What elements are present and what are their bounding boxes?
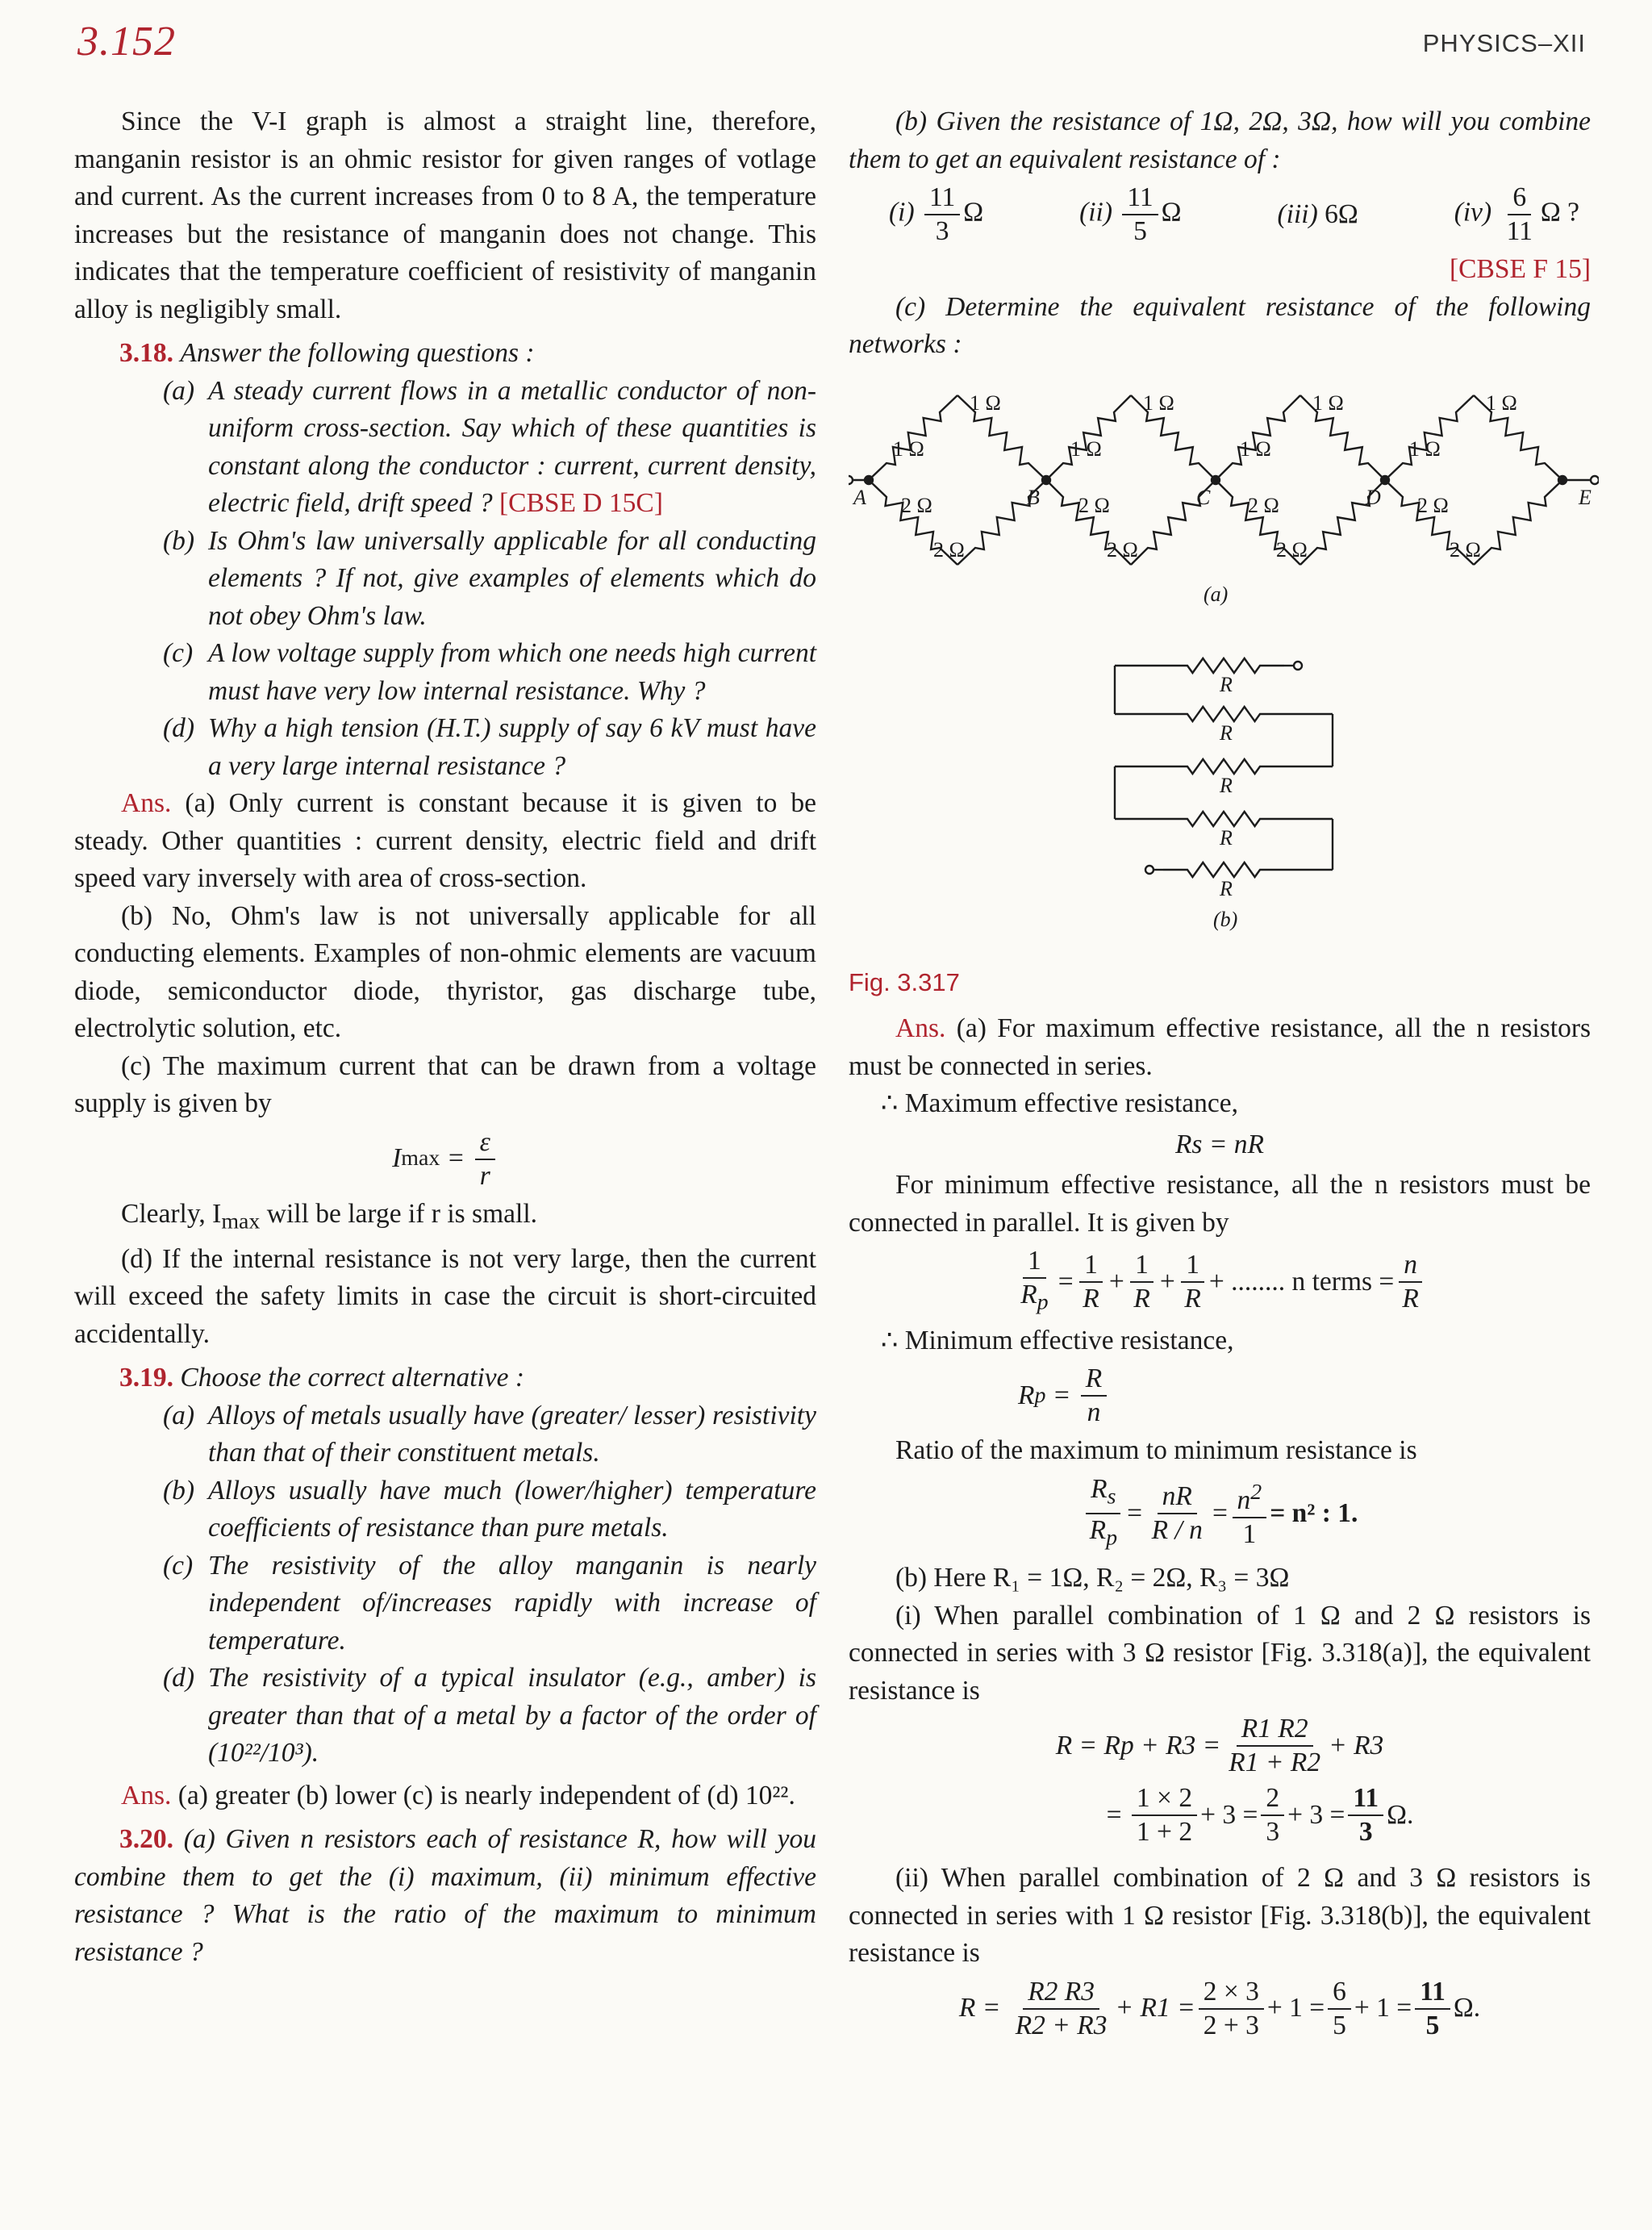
ratio-equation: $\frac{R_s}{R_p}$ = $\frac{nR}{R / n}$ = $\frac{n^2}{1}$ = n² : 1. [849, 1473, 1591, 1555]
question-3-18-b: (b) Is Ohm's law universally applicable for all conducting elements ? If not, give examples of elements which do not obey Ohm's law. [163, 525, 816, 631]
cbse-reference-f15: [CBSE F 15] [1450, 254, 1591, 284]
label-1-ohm: 1 Ω [1143, 391, 1174, 415]
resistor-r [1163, 658, 1284, 673]
imax-equation: I max = $\frac{\varepsilon}{r}$ [74, 1126, 816, 1192]
label-2-ohm: 2 Ω [1078, 494, 1110, 517]
clearly-imax: Clearly, $I_{max}$ will be large if r is small. [121, 1198, 538, 1234]
node-label-E: E [1579, 486, 1592, 509]
ratio-text: Ratio of the maximum to minimum resistance is [895, 1435, 1417, 1466]
caption-b: (b) [1213, 908, 1238, 931]
label-2-ohm: 2 Ω [901, 494, 932, 517]
paragraph-manganin: Since the V-I graph is almost a straight line, therefore, manganin resistor is an ohmic resistor for given ranges of votlage and current. As the current increases from 0 to 8 A, the temperature increases but the resistance of manganin does not change. This indicates that the temperature coefficient of resistivity of manganin alloy is negligibly small. [74, 106, 816, 324]
options-row: (i) $\frac{11}{3}$ Ω (ii) $\frac{11}{5}$ Ω (iii) 6Ω (iv) $\frac{6}{11}$ Ω ? [889, 182, 1579, 246]
rp-result: R p = $\frac{R}{n}$ [1018, 1363, 1591, 1429]
b-here: (b) Here R₁ = 1Ω, R₂ = 2Ω, R₃ = 3Ω [895, 1563, 1290, 1593]
min-resistance-text: For minimum effective resistance, all the n resistors must be connected in parallel. It is given by [849, 1170, 1591, 1238]
question-3-18-c: (c) A low voltage supply from which one needs high current must have very low internal resistance. Why ? [163, 638, 816, 706]
label-1-ohm: 1 Ω [1312, 391, 1344, 415]
question-3-20-c: (c) Determine the equivalent resistance of the following networks : [849, 291, 1591, 359]
question-3-19-a: (a) Alloys of metals usually have (greater/ lesser) resistivity than that of their constituent metals. [163, 1400, 816, 1468]
label-r: R [1220, 826, 1233, 850]
answer-3-18-c: (c) The maximum current that can be drawn from a voltage supply is given by [74, 1050, 816, 1118]
label-2-ohm: 2 Ω [933, 538, 965, 562]
resistor-r [1163, 862, 1284, 877]
question-3-20: 3.20. (a) Given n resistors each of resistance R, how will you combine them to get the (i) maximum, (ii) minimum effective resistance ? What is the ratio of the maximum to minimum resistance ? [74, 1824, 816, 1967]
label-2-ohm: 2 Ω [1276, 538, 1308, 562]
cbse-reference: [CBSE D 15C] [499, 488, 663, 518]
running-head: PHYSICS–XII [1422, 29, 1586, 57]
label-1-ohm: 1 Ω [893, 437, 924, 461]
label-r: R [1220, 877, 1233, 900]
question-3-18-d: (d) Why a high tension (H.T.) supply of say 6 kV must have a very large internal resistance ? [163, 713, 816, 781]
question-3-19-heading: 3.19. Choose the correct alternative : [119, 1363, 525, 1393]
answer-3-18-a: Ans. (a) Only current is constant because it is given to be steady. Other quantities : current density, electric field and drift speed vary inversely with area of cross-section. [74, 788, 816, 893]
b-i-equation-1: R = Rp + R3 = $\frac{R1 R2}{R1 + R2}$ + R3 [1055, 1714, 1384, 1778]
label-2-ohm: 2 Ω [1107, 538, 1138, 562]
question-3-20-b: (b) Given the resistance of 1Ω, 2Ω, 3Ω, how will you combine them to get an equivalent resistance of : [849, 106, 1591, 174]
node-label-C: C [1196, 486, 1211, 509]
resistor-r [1163, 707, 1284, 721]
resistor-r [1163, 812, 1284, 826]
question-3-19-c: (c) The resistivity of the alloy manganin is nearly independent of/increases rapidly with increase of temperature. [163, 1550, 816, 1656]
label-1-ohm: 1 Ω [1486, 391, 1517, 415]
max-resistance-label: ∴ Maximum effective resistance, [881, 1088, 1239, 1118]
rp-equation: $\frac{1}{R_p}$ = $\frac{1}{R}$ + $\frac{1}{R}$ + $\frac{1}{R}$ + ........ n terms = $\frac{n}{R}$ [849, 1245, 1591, 1319]
answer-3-20-a: Ans. (a) For maximum effective resistance, all the n resistors must be connected in series. [849, 1013, 1592, 1081]
resistor-2-ohm [1474, 480, 1562, 565]
answer-b-i: (i) When parallel combination of 1 Ω and 2 Ω resistors is connected in series with 3 Ω resistor [Fig. 3.318(a)], the equivalent resistance is [849, 1600, 1591, 1706]
label-1-ohm: 1 Ω [1070, 437, 1102, 461]
label-r: R [1220, 721, 1233, 745]
label-1-ohm: 1 Ω [1409, 437, 1441, 461]
label-r: R [1220, 774, 1233, 797]
answer-b-ii: (ii) When parallel combination of 2 Ω and 3 Ω resistors is connected in series with 1 Ω resistor [Fig. 3.318(b)], the equivalent resistance is [849, 1863, 1591, 1969]
answer-3-18-b: (b) No, Ohm's law is not universally applicable for all conducting elements. Examples of non-ohmic elements are vacuum diode, semiconductor diode, thyristor, gas discharge tube, electrolytic solution, etc. [74, 900, 816, 1043]
question-number: 3.18. [119, 338, 173, 368]
node-label-D: D [1366, 486, 1381, 509]
label-2-ohm: 2 Ω [1450, 538, 1481, 562]
question-3-18-heading: 3.18. Answer the following questions : [119, 338, 535, 368]
b-ii-equation: R = $\frac{R2 R3}{R2 + R3}$ + R1 = $\frac{2 \times 3}{2 + 3}$ + 1 = $\frac{6}{5}$ + 1 = $\frac{11}{5}$ Ω. [958, 1976, 1481, 2040]
label-2-ohm: 2 Ω [1417, 494, 1449, 517]
rs-equation: Rs = nR [1174, 1129, 1265, 1159]
figure-caption: Fig. 3.317 [849, 968, 960, 996]
question-3-19-d: (d) The resistivity of a typical insulator (e.g., amber) is greater than that of a metal by a factor of the order of (10²²/10³). [163, 1663, 816, 1769]
label-1-ohm: 1 Ω [970, 391, 1001, 415]
right-column-answers [849, 1010, 1591, 2045]
page-number: 3.152 [77, 19, 176, 65]
label-2-ohm: 2 Ω [1248, 494, 1279, 517]
right-column [849, 103, 1591, 364]
resistor-network-figure [849, 387, 1599, 968]
resistor-r [1163, 759, 1284, 774]
min-resistance-label: ∴ Minimum effective resistance, [881, 1325, 1234, 1355]
b-i-equation-2: = $\frac{1 \times 2}{1 + 2}$ + 3 = $\frac{2}{3}$ + 3 = $\frac{11}{3}$ Ω. [1106, 1783, 1414, 1848]
answer-3-18-d: (d) If the internal resistance is not very large, then the current will exceed the safety limits in case the circuit is short-circuited accidentally. [74, 1243, 816, 1349]
label-1-ohm: 1 Ω [1240, 437, 1271, 461]
node-label-A: A [853, 486, 866, 509]
label-r: R [1220, 673, 1233, 696]
caption-a: (a) [1204, 583, 1229, 606]
left-column [74, 103, 816, 1971]
question-3-19-b: (b) Alloys usually have much (lower/higher) temperature coefficients of resistance than pure metals. [163, 1475, 816, 1543]
node-label-B: B [1027, 486, 1040, 509]
question-3-18-a: (a) A steady current flows in a metallic conductor of non-uniform cross-section. Say which of these quantities is constant along the conductor : current, current density, electric field, drift speed ? [CBSE D 15C] [163, 375, 816, 518]
answer-3-19: Ans. (a) greater (b) lower (c) is nearly independent of (d) 10²². [121, 1780, 795, 1810]
